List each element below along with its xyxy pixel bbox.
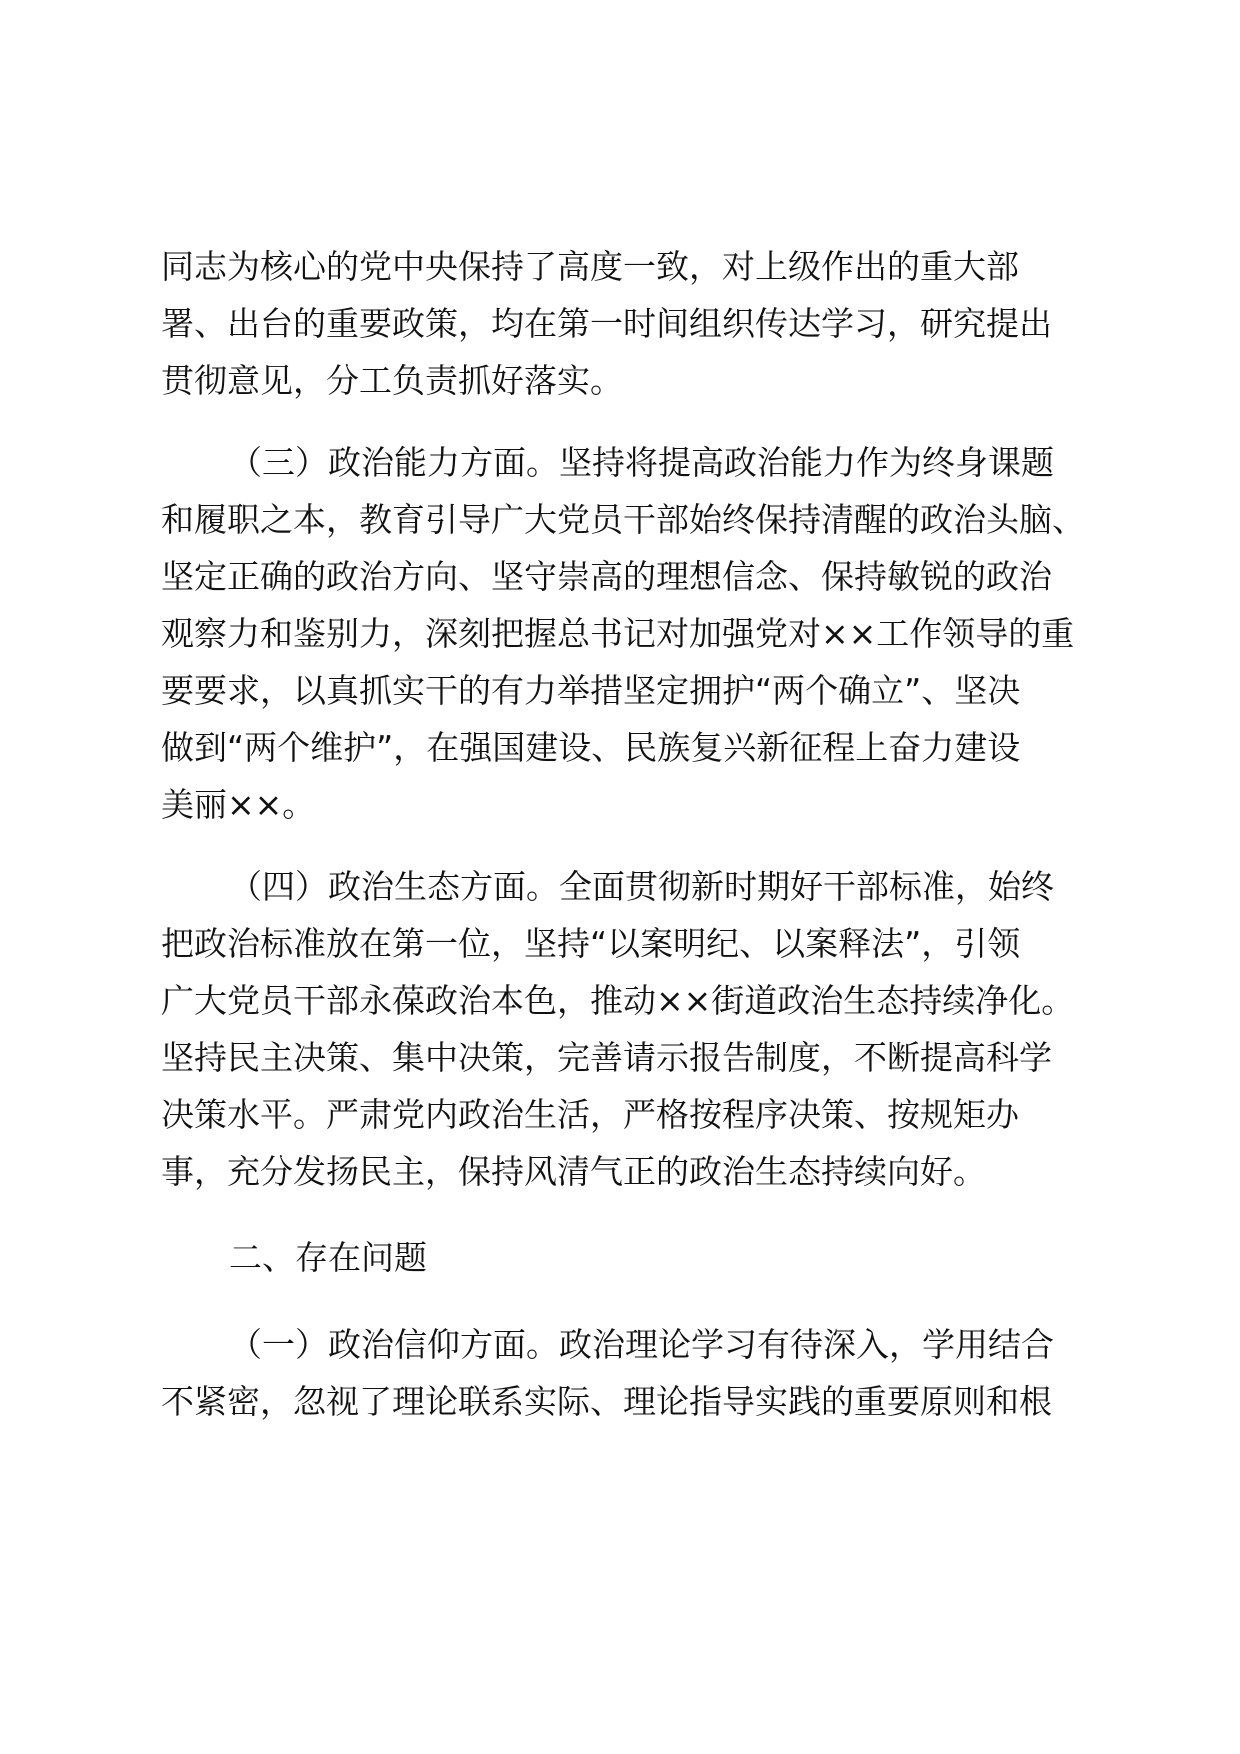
text-line: （一）政治信仰方面。政治理论学习有待深入，学用结合: [229, 1325, 1054, 1364]
text-line: （三）政治能力方面。坚持将提高政治能力作为终身课题: [229, 443, 1054, 482]
heading-line: 二、存在问题: [229, 1238, 427, 1277]
text-line: 广大党员干部永葆政治本色，推动××街道政治生态持续净化。: [161, 981, 1075, 1020]
text-line: 和履职之本，教育引导广大党员干部始终保持清醒的政治头脑、: [161, 500, 1085, 539]
text-line: （四）政治生态方面。全面贯彻新时期好干部标准，始终: [229, 867, 1054, 906]
text-line: 贯彻意见，分工负责抓好落实。: [161, 361, 623, 400]
text-line: 坚定正确的政治方向、坚守崇高的理想信念、保持敏锐的政治: [161, 557, 1052, 596]
text-line: 观察力和鉴别力，深刻把握总书记对加强党对××工作领导的重: [161, 614, 1075, 653]
text-line: 不紧密，忽视了理论联系实际、理论指导实践的重要原则和根: [161, 1382, 1052, 1421]
text-line: 事，充分发扬民主，保持风清气正的政治生态持续向好。: [161, 1152, 986, 1191]
text-line: 美丽××。: [161, 785, 316, 824]
text-line: 要要求，以真抓实干的有力举措坚定拥护“两个确立”、坚决: [161, 671, 1021, 710]
text-line: 署、出台的重要政策，均在第一时间组织传达学习，研究提出: [161, 304, 1052, 343]
text-line: 同志为核心的党中央保持了高度一致，对上级作出的重大部: [161, 247, 1019, 286]
text-line: 把政治标准放在第一位，坚持“以案明纪、以案释法”，引领: [161, 924, 1021, 963]
text-line: 做到“两个维护”，在强国建设、民族复兴新征程上奋力建设: [161, 728, 1021, 767]
text-line: 坚持民主决策、集中决策，完善请示报告制度，不断提高科学: [161, 1038, 1052, 1077]
text-line: 决策水平。严肃党内政治生活，严格按程序决策、按规矩办: [161, 1095, 1019, 1134]
